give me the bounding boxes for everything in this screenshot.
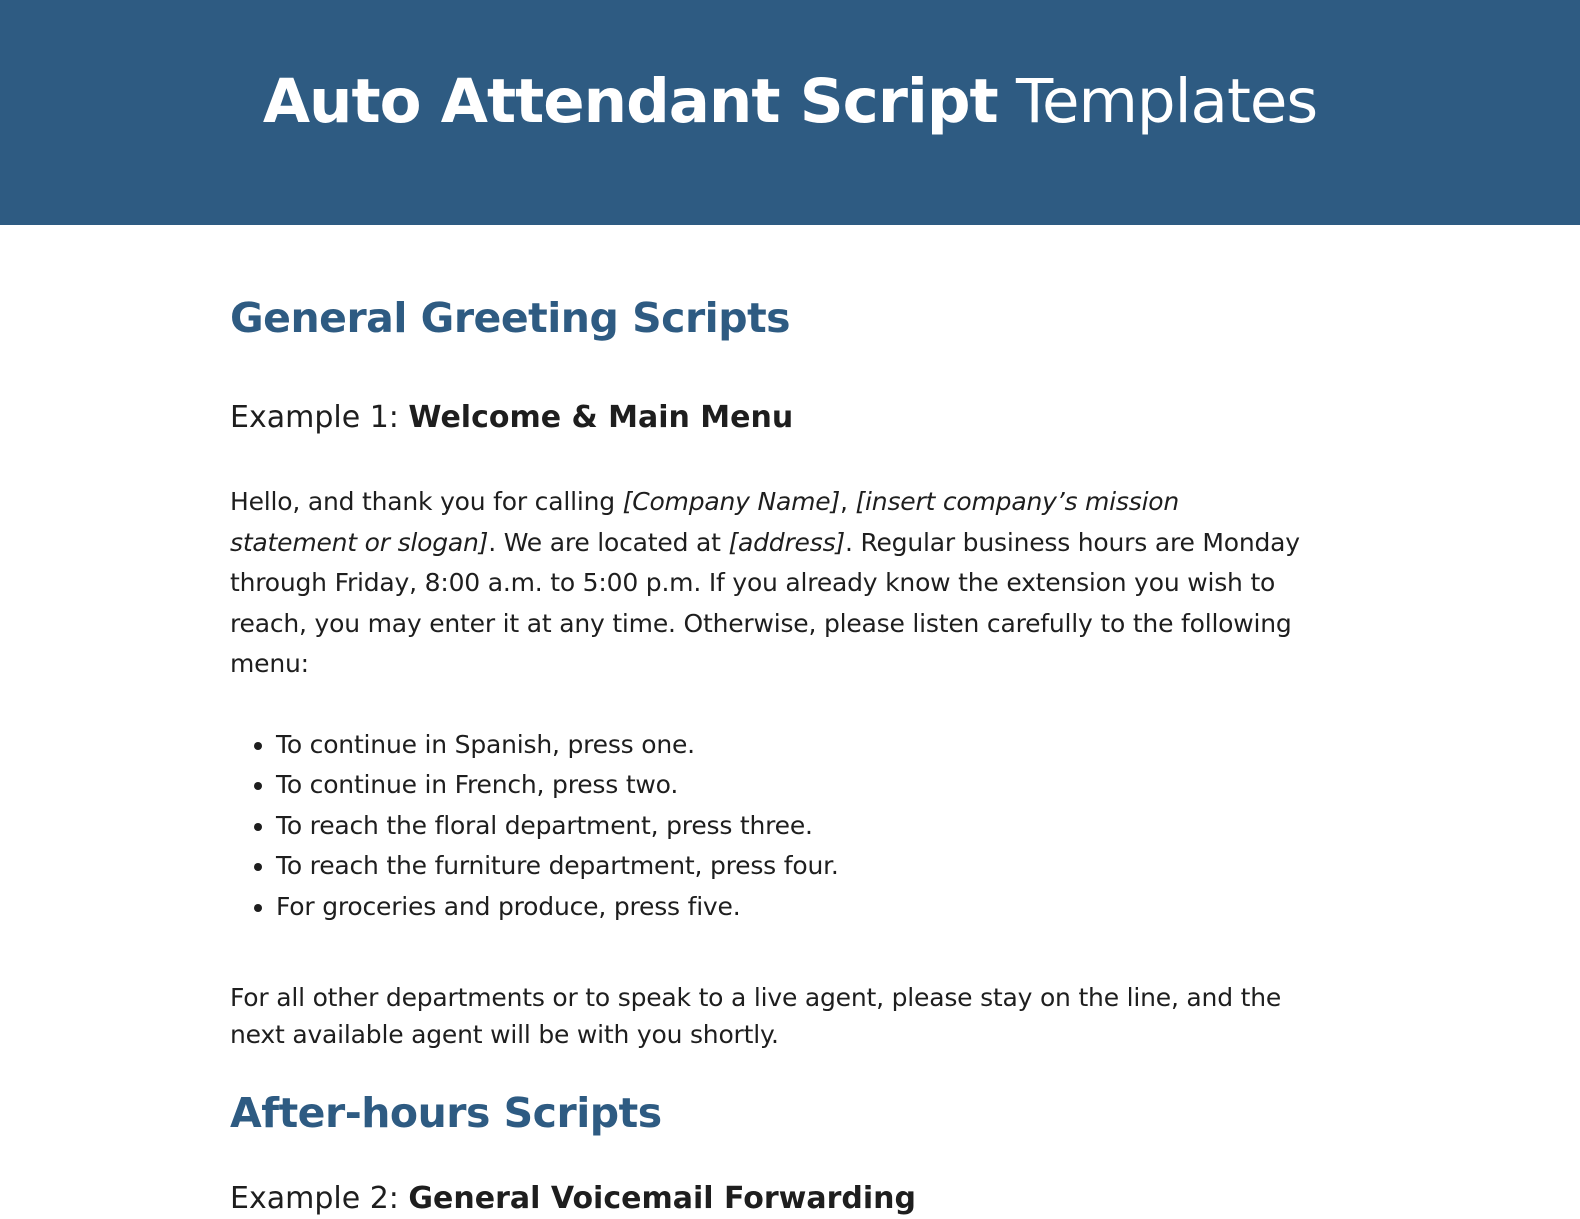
list-item [230, 765, 1310, 806]
document-body [230, 290, 1310, 1219]
closing-paragraph: For all other departments or to speak to a live agent, please stay on the line, and the next available agent will be with you shortly. [230, 983, 1282, 1049]
header-banner [0, 0, 1580, 225]
example-prefix: Example 2: [230, 1181, 409, 1216]
list-item [230, 887, 1310, 928]
menu-options-list [230, 725, 1310, 928]
page-title [0, 62, 1580, 142]
intro-text: . We are located at [488, 527, 729, 557]
bullet-icon [254, 863, 262, 871]
intro-text: . Regular business hours are Monday through Friday, 8:00 a.m. to 5:00 p.m. If you already know the extension you wish to reach, you may enter it at any time. Otherwise, please listen carefully to the following menu: [230, 527, 1300, 678]
section-heading-after-hours: After-hours Scripts [230, 1089, 662, 1137]
list-item [230, 846, 1310, 887]
address-placeholder: [address] [728, 527, 845, 557]
list-item-text: To continue in Spanish, press one. [276, 729, 695, 759]
slogan-placeholder: [insert company’s mission statement or slogan] [230, 487, 1180, 557]
list-item-text: For groceries and produce, press five. [276, 891, 741, 921]
example-name: Welcome & Main Menu [408, 400, 794, 435]
page-title-light: Templates [1016, 66, 1318, 137]
intro-text: Hello, and thank you for calling [230, 487, 623, 516]
bullet-icon [254, 904, 262, 912]
example-prefix: Example 1: [230, 400, 409, 435]
page-title-bold: Auto Attendant Script [262, 66, 998, 137]
greeting-paragraph [230, 482, 1310, 685]
bullet-icon [254, 742, 262, 750]
example-name: General Voicemail Forwarding [408, 1181, 917, 1216]
list-item [230, 725, 1310, 766]
bullet-icon [254, 823, 262, 831]
list-item-text: To reach the furniture department, press four. [276, 851, 839, 880]
section-heading-general-greeting: General Greeting Scripts [230, 294, 791, 342]
list-item [230, 806, 1310, 847]
bullet-icon [254, 782, 262, 790]
company-name-placeholder: [Company Name] [622, 487, 840, 516]
example-heading-1 [230, 398, 1310, 438]
intro-text: , [840, 487, 856, 516]
list-item-text: To reach the floral department, press three. [276, 810, 813, 840]
example-heading-2 [230, 1179, 1310, 1219]
list-item-text: To continue in French, press two. [276, 770, 679, 799]
